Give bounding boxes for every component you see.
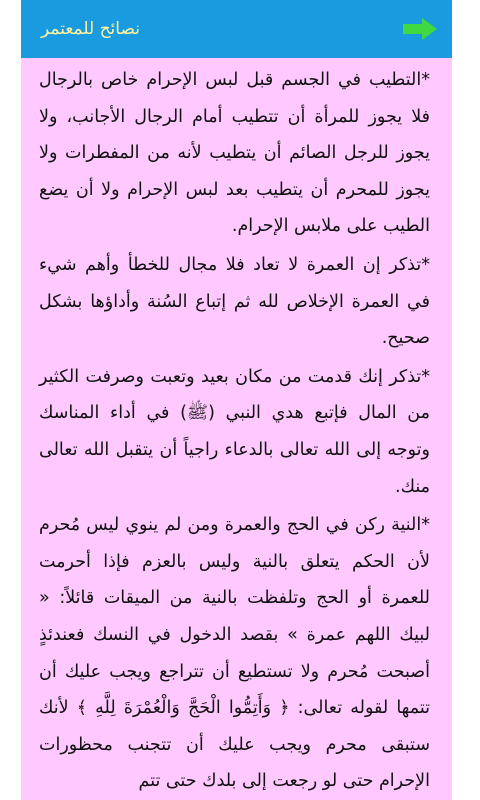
arrow-right-icon[interactable] [402,17,438,41]
paragraph-umrah-no-repeat: *تذكر إن العمرة لا تعاد فلا مجال للخطأ وأهم شيء في العمرة الإخلاص لله ثم إتباع السُنة وأداؤها بشكل صحيح. [39,254,430,349]
right-margin [452,0,480,800]
paragraph-perfume: *التطيب في الجسم قبل لبس الإحرام خاص بالرجال فلا يجوز للمرأة أن تتطيب أمام الرجال الأجانب، ولا يجوز للرجل الصائم أن يتطيب لأنه من المفطرات ولا يجوز للمحرم أن يتطيب بعد لبس الإحرام ولا أن يضع الطيب على ملابس الإحرام. [39,70,430,237]
paragraph-follow-sunnah: *تذكر إنك قدمت من مكان بعيد وتعبت وصرفت الكثير من المال فإتبع هدي النبي (ﷺ) في أداء المناسك وتوجه إلى الله تعالى بالدعاء راجياً أن يتقبل الله تعالى منك. [39,366,430,497]
app-bar [21,0,452,58]
page-title: نصائح للمعتمر [41,19,140,39]
content-area[interactable] [21,58,452,800]
article-body [21,58,452,800]
paragraph-intention: *النية ركن في الحج والعمرة ومن لم ينوي ليس مُحرم لأن الحكم يتعلق بالنية وليس بالعزم فإذا أحرمت للعمرة أو الحج وتلفظت بالنية من الميقات قائلاً: « لبيك اللهم عمرة » بقصد الدخول في النسك فعندئذٍ أصبحت مُحرم ولا تستطيع أن تتراجع ويجب عليك أن تتمها لقوله تعالى: ﴿ وَأَتِمُّوا الْحَجَّ وَالْعُمْرَةَ لِلَّهِ ﴾ لأنك ستبقى محرم ويجب عليك أن تتجنب محظورات الإحرام حتى لو رجعت إلى بلدك حتى تتم [39,515,430,792]
left-margin [0,0,21,800]
arrow-right-icon-graphic [403,18,437,40]
